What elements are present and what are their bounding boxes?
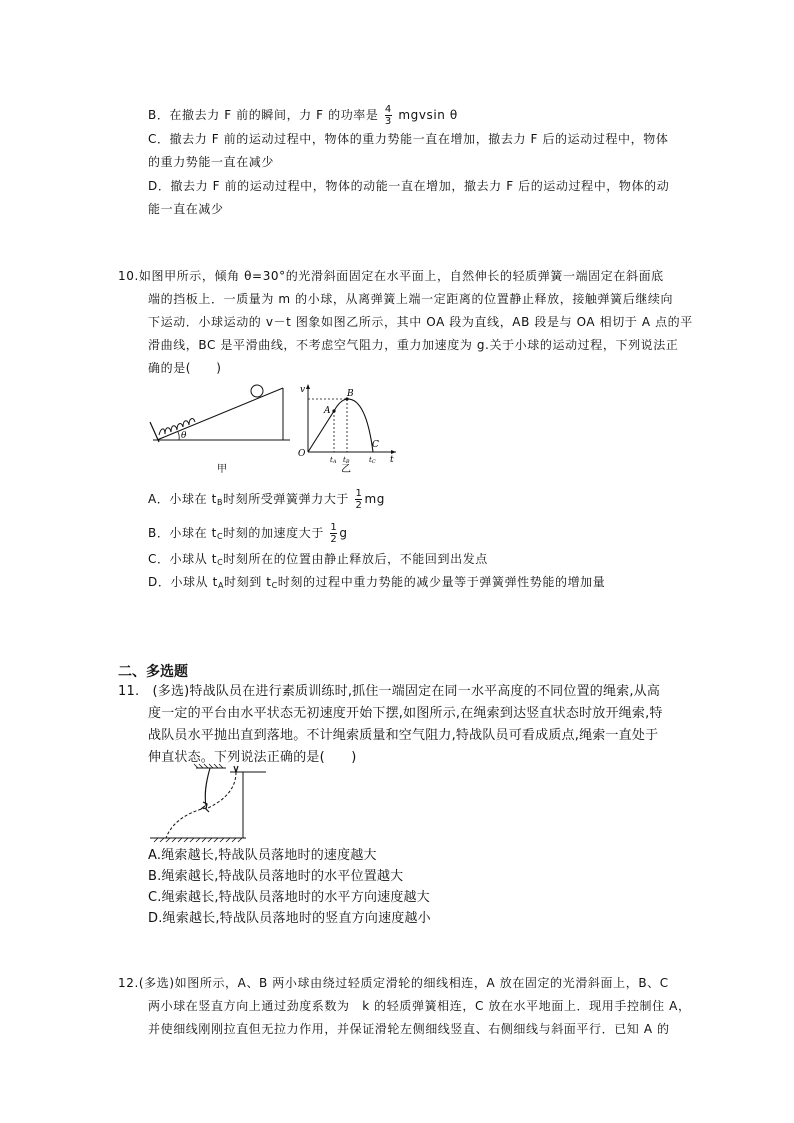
q11-stem-line3: 战队员水平抛出直到落地。不计绳索质量和空气阻力,特战队员可看成质点,绳索一直处于 <box>148 728 659 743</box>
t-label: t <box>390 455 394 465</box>
tb-sub: B <box>345 459 350 465</box>
fraction-num: 1 <box>355 488 363 499</box>
q10-d-pre: D．小球从 t <box>148 575 218 589</box>
t-axis-arrow <box>391 450 396 454</box>
fraction-num: 4 <box>384 104 392 115</box>
q10-option-d <box>148 574 605 594</box>
q10-c-sub: C <box>217 558 224 567</box>
vt-curve <box>308 399 373 452</box>
q10-a-post: mg <box>364 492 385 506</box>
fraction <box>330 522 337 545</box>
projectile-path <box>166 808 206 838</box>
q11-stem-line4: 伸直状态。下列说法正确的是( ) <box>148 750 357 765</box>
q11-option-c: C.绳索越长,特战队员落地时的水平方向速度越大 <box>148 890 430 905</box>
q11-stem-line1: 11. (多选)特战队员在进行素质训练时,抓住一端固定在同一水平高度的不同位置的绳索,从高 <box>118 684 661 699</box>
svg-text:tC <box>369 456 376 465</box>
v-label: v <box>300 385 306 395</box>
point-a <box>332 409 335 412</box>
q10-stem-line2: 端的挡板上．一质量为 m 的小球，从离弹簧上端一定距离的位置静止释放，接触弹簧后继续向 <box>148 292 674 306</box>
point-a-label: A <box>324 406 331 416</box>
ceiling-hatch <box>194 764 223 768</box>
angle-label: θ <box>181 431 187 441</box>
incline-surface <box>157 388 283 440</box>
q10-b-post: g <box>339 526 348 540</box>
tc-sub: C <box>371 459 376 465</box>
soldier-icon <box>201 802 209 812</box>
tb-label: t <box>343 456 346 464</box>
figure-jia-incline <box>145 380 295 475</box>
fraction-den: 3 <box>384 116 392 127</box>
q10-option-a <box>148 488 385 511</box>
fraction <box>355 488 362 511</box>
q10-c-pre: C．小球从 t <box>148 552 218 566</box>
q11-option-b: B.绳索越长,特战队员落地时的水平位置越大 <box>148 869 404 884</box>
q9-b-text: B．在撤去力 F 前的瞬间，力 F 的功率是 <box>148 108 379 122</box>
q10-d-mid: 时刻到 t <box>224 575 272 589</box>
q10-c-post: 时刻所在的位置由静止释放后，不能回到出发点 <box>223 552 488 566</box>
fraction-den: 2 <box>330 534 338 545</box>
q9-option-d-line2: 能一直在减少 <box>148 202 224 216</box>
q10-stem-line5: 确的是( ) <box>148 361 222 375</box>
q10-a-sub: B <box>216 498 224 507</box>
q11-option-a: A.绳索越长,特战队员落地时的速度越大 <box>148 848 377 863</box>
q10-d-sub1: A <box>217 581 225 590</box>
q9-option-b <box>148 104 458 127</box>
origin-label: O <box>298 449 306 459</box>
ball <box>251 385 263 397</box>
v-axis-arrow <box>306 384 310 389</box>
svg-text:tA <box>330 456 337 465</box>
swing-path <box>208 772 236 808</box>
fraction-num: 1 <box>330 522 338 533</box>
q11-figure-rope-swing <box>148 762 268 844</box>
q10-a-mid: 时刻所受弹簧弹力大于 <box>223 492 350 506</box>
q10-stem-line4: 滑曲线，BC 是平滑曲线，不考虑空气阻力，重力加速度为 g.关于小球的运动过程，下列说法正 <box>148 338 679 352</box>
q11-option-d: D.绳索越长,特战队员落地时的竖直方向速度越小 <box>148 911 431 926</box>
point-c-label: C <box>372 440 379 450</box>
q10-option-b <box>148 522 348 545</box>
ground-hatch <box>154 838 242 842</box>
fraction <box>385 104 392 127</box>
ta-label: t <box>330 456 333 464</box>
section-heading: 二、多选题 <box>118 664 188 680</box>
q9-option-c-line2: 的重力势能一直在减少 <box>148 155 275 169</box>
q10-stem-line1: 10.如图甲所示，倾角 θ=30°的光滑斜面固定在水平面上，自然伸长的轻质弹簧一端固定在斜面底 <box>118 269 664 283</box>
q11-stem-line2: 度一定的平台由水平状态无初速度开始下摆,如图所示,在绳索到达竖直状态时放开绳索,特 <box>148 706 663 721</box>
q12-stem-line2: 两小球在竖直方向上通过劲度系数为 k 的轻质弹簧相连，C 放在水平地面上．现用手控制住 A， <box>148 999 691 1013</box>
soldier-start-icon <box>234 766 238 772</box>
q9-option-d-line1: D．撤去力 F 前的运动过程中，物体的动能一直在增加，撤去力 F 后的运动过程中，物体的动 <box>148 179 670 193</box>
figure-yi-caption: 乙 <box>341 464 351 475</box>
q10-d-sub2: C <box>271 581 278 590</box>
baffle-plate <box>150 422 159 442</box>
q10-stem-line3: 下运动．小球运动的 v－t 图象如图乙所示，其中 OA 段为直线，AB 段是与 OA 相切于 A 点的平 <box>148 315 693 329</box>
angle-arc <box>178 432 179 440</box>
q9-b-post: mgvsin θ <box>398 108 458 122</box>
q12-stem-line3: 并使细线刚刚拉直但无拉力作用，并保证滑轮左侧细线竖直、右侧细线与斜面平行．已知 A 的 <box>148 1022 670 1036</box>
figure-yi-vt-graph <box>296 380 406 475</box>
q10-b-mid: 时刻的加速度大于 <box>223 526 324 540</box>
q9-option-c-line1: C．撤去力 F 前的运动过程中，物体的重力势能一直在增加，撤去力 F 后的运动过程中，物体 <box>148 132 669 146</box>
fraction-den: 2 <box>355 500 363 511</box>
tc-label: t <box>369 456 372 464</box>
q10-d-post: 时刻的过程中重力势能的减少量等于弹簧弹性势能的增加量 <box>277 575 606 589</box>
rope <box>205 768 210 806</box>
q12-stem-line1: 12.(多选)如图所示，A、B 两小球由绕过轻质定滑轮的细线相连，A 放在固定的光滑斜面上，B、C <box>118 976 669 990</box>
figure-jia-caption: 甲 <box>217 464 227 475</box>
q10-a-pre: A．小球在 t <box>148 492 217 506</box>
q10-option-c <box>148 551 488 571</box>
q10-b-sub: C <box>216 532 224 541</box>
ta-sub: A <box>332 459 337 465</box>
q10-b-pre: B．小球在 t <box>148 526 217 540</box>
point-b-label: B <box>347 389 354 399</box>
